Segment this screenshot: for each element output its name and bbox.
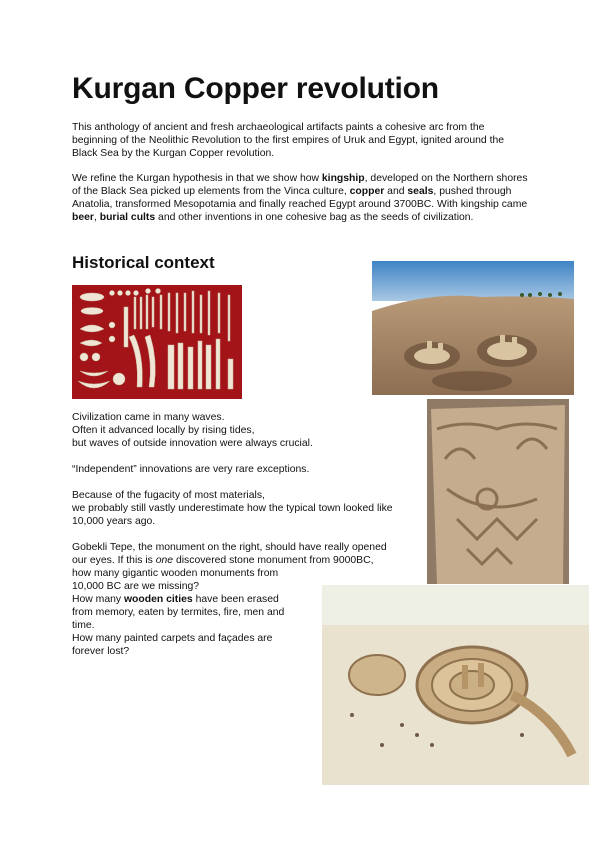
- context-line: 10,000 years ago.: [72, 516, 156, 527]
- context-line: 10,000 BC are we missing?: [72, 581, 200, 592]
- wooden-cities-bold: wooden cities: [123, 594, 193, 605]
- context-line: How many painted carpets and façades are: [72, 633, 273, 644]
- section-title: Historical context: [72, 253, 215, 272]
- context-line: from memory, eaten by termites, fire, men and: [72, 607, 285, 618]
- copper-bold: copper: [349, 186, 385, 197]
- hypothesis-text: ,: [93, 212, 100, 223]
- context-line: how many gigantic wooden monuments from: [72, 568, 279, 579]
- context-line: Civilization came in many waves.: [72, 412, 225, 423]
- context-text: [72, 411, 393, 658]
- context-line: “Independent” innovations are very rare exceptions.: [72, 464, 310, 475]
- one-italic: one: [155, 555, 174, 566]
- context-line: [72, 593, 393, 606]
- beer-bold: beer: [72, 212, 94, 223]
- hypothesis-text: , developed on the Northern shores of the Black Sea picked up elements from the Vinca culture,: [72, 173, 528, 197]
- context-text-part: How many: [72, 594, 124, 605]
- context-line: Often it advanced locally by rising tides,: [72, 425, 255, 436]
- hypothesis-text: and other inventions in one cohesive bag as the seeds of civilization.: [155, 212, 474, 223]
- context-line: time.: [72, 620, 95, 631]
- carved-pillar-image: [427, 399, 569, 584]
- hypothesis-text: , pushed through Anatolia, transformed Mesopotamia and finally reached Egypt around 3700BC. With kingship came: [72, 186, 528, 210]
- context-line: but waves of outside innovation were always crucial.: [72, 438, 313, 449]
- intro-paragraph: This anthology of ancient and fresh archaeological artifacts paints a cohesive arc from the beginning of the Neolithic Revolution to the first empires of Uruk and Egypt, ignited around the Black Sea by the Kurgan Copper revolution.: [72, 122, 505, 159]
- artifacts-image: [72, 285, 242, 399]
- page-title: Kurgan Copper revolution: [72, 72, 439, 105]
- context-text-part: our eyes. If this is: [72, 555, 156, 566]
- hypothesis-text: We refine the Kurgan hypothesis in that we show how: [72, 173, 322, 184]
- seals-bold: seals: [407, 186, 434, 197]
- kingship-bold: kingship: [321, 173, 365, 184]
- context-line: Gobekli Tepe, the monument on the right, should have really opened: [72, 542, 387, 553]
- context-text-part: have been erased: [192, 594, 279, 605]
- context-text-part: discovered stone monument from 9000BC,: [173, 555, 374, 566]
- excavation-site-image: [372, 261, 574, 395]
- context-line: [72, 554, 393, 567]
- hypothesis-paragraph: [72, 172, 532, 224]
- hypothesis-text: and: [384, 186, 408, 197]
- burial-cults-bold: burial cults: [99, 212, 156, 223]
- context-line: we probably still vastly underestimate how the typical town looked like: [72, 503, 393, 514]
- context-line: Because of the fugacity of most materials,: [72, 490, 265, 501]
- context-line: forever lost?: [72, 646, 130, 657]
